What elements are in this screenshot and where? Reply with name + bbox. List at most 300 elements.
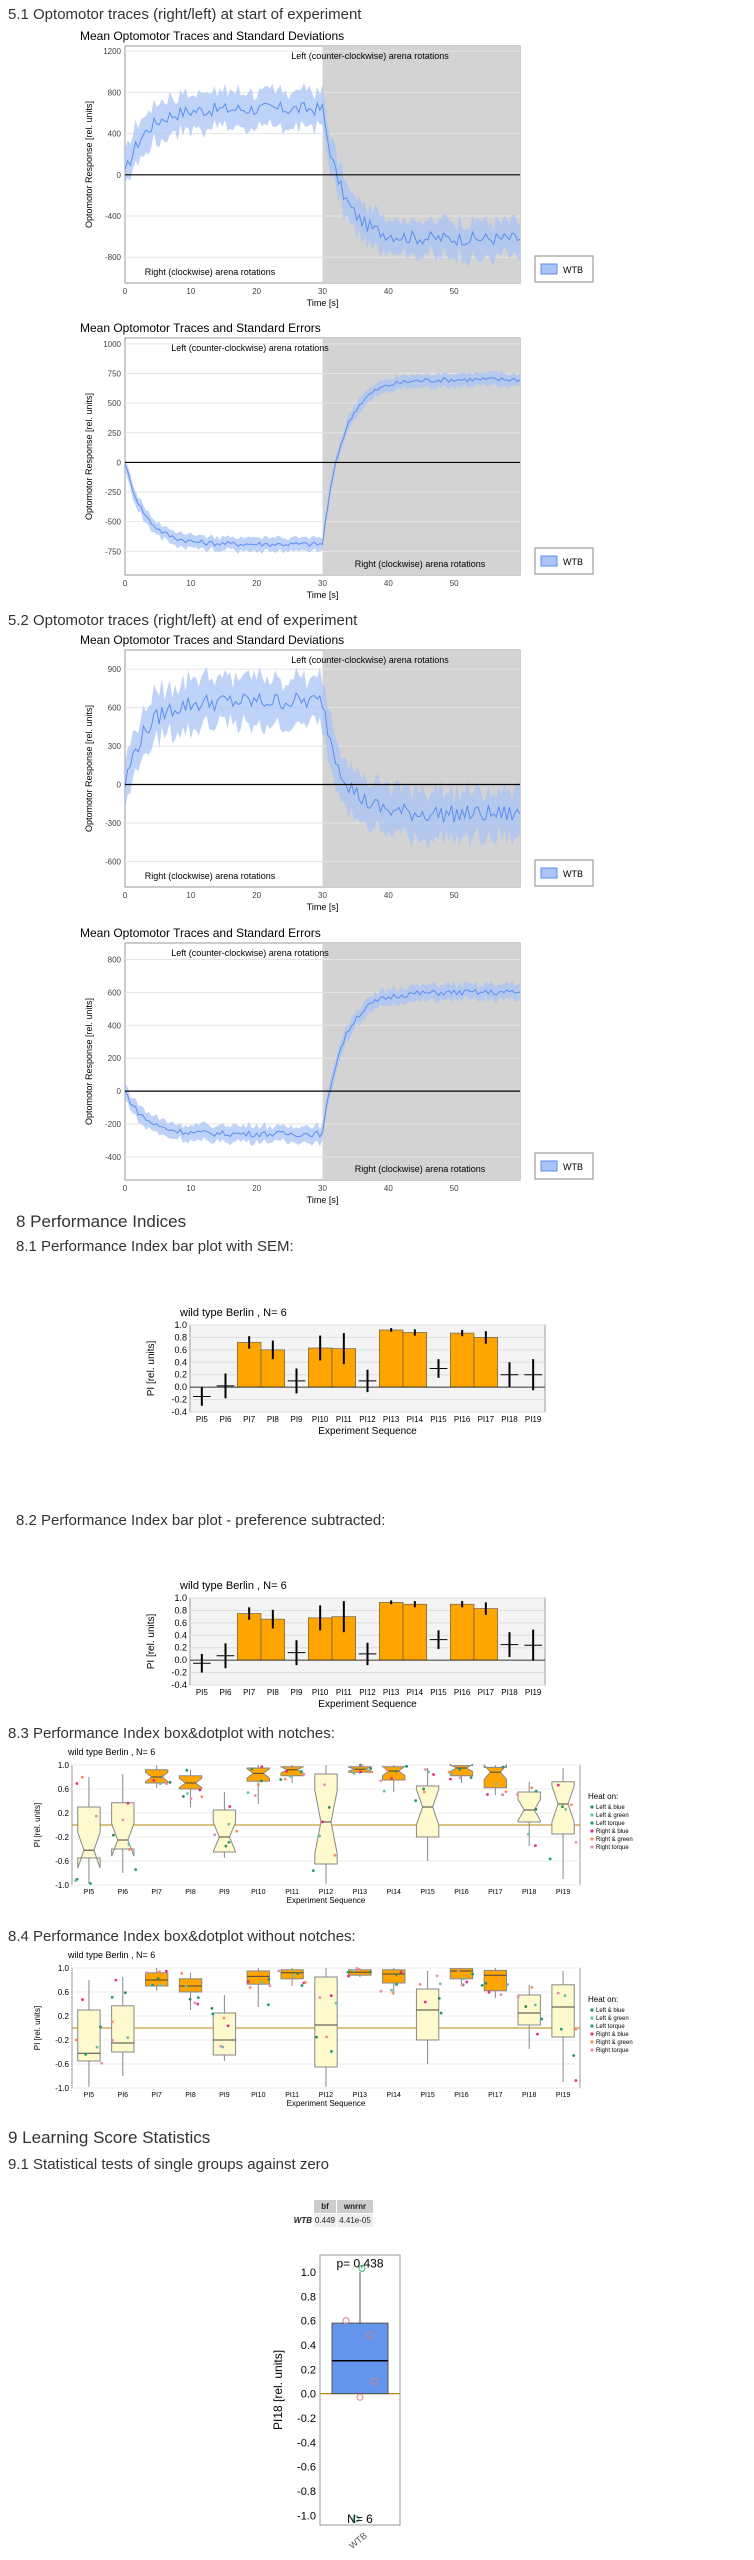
x-tick-label: PI8 [185, 1889, 196, 1896]
y-tick-label: -400 [104, 1152, 121, 1162]
data-dot [356, 1967, 359, 1970]
x-tick-label: 40 [383, 891, 393, 900]
trace-title: Mean Optomotor Traces and Standard Deviations [80, 633, 345, 647]
notched-box [450, 1764, 472, 1775]
data-dot [370, 1771, 373, 1774]
left-rotation-label: Left (counter-clockwise) arena rotations [291, 51, 449, 61]
x-tick-label: PI15 [420, 2092, 435, 2099]
data-dot [361, 1764, 364, 1767]
right-rotation-label: Right (clockwise) arena rotations [354, 559, 486, 569]
pi18-single-group-boxplot [270, 2245, 430, 2550]
y-tick-label: -0.4 [297, 2437, 316, 2450]
legend-dot [590, 1837, 593, 1840]
legend-label: WTB [563, 869, 583, 879]
legend-dot [590, 2016, 593, 2019]
x-tick-label: PI6 [219, 1688, 232, 1697]
x-tick-label: PI17 [488, 1889, 503, 1896]
data-dot [165, 1970, 168, 1973]
x-tick-label: 10 [186, 579, 196, 588]
data-dot [318, 1996, 321, 1999]
data-dot [385, 1768, 388, 1771]
data-dot [369, 1767, 372, 1770]
x-tick-label: 30 [318, 579, 327, 588]
y-axis-label: Optomotor Response [rel. units] [84, 100, 94, 229]
data-dot [89, 1882, 92, 1885]
data-dot [524, 2005, 527, 2008]
data-dot [303, 1773, 306, 1776]
x-tick-label: PI11 [335, 1688, 352, 1697]
x-tick-label: 10 [186, 1184, 196, 1193]
data-dot [100, 2062, 103, 2065]
pi-boxplot-plain [10, 1948, 633, 2108]
data-dot [95, 1815, 98, 1818]
x-tick-label: PI5 [195, 1688, 208, 1697]
data-dot [211, 2013, 214, 2016]
legend-dot [590, 1829, 593, 1832]
data-dot [180, 1972, 183, 1975]
legend-dot [590, 1845, 593, 1848]
data-dot [557, 1784, 560, 1787]
x-tick-label: 20 [252, 1184, 262, 1193]
data-dot [347, 1975, 350, 1978]
y-tick-label: 0.6 [300, 2315, 316, 2328]
data-dot [84, 2053, 87, 2056]
data-dot [96, 2046, 99, 2049]
data-dot [182, 1795, 185, 1798]
data-dot [165, 1782, 168, 1785]
y-tick-label: -600 [104, 857, 121, 867]
data-dot [405, 1765, 408, 1768]
y-tick-label: 0.4 [174, 1357, 187, 1368]
left-rotation-label: Left (counter-clockwise) arena rotations [171, 948, 329, 958]
data-dot [427, 1770, 430, 1773]
data-dot [485, 1982, 488, 1985]
section-8-3-heading: 8.3 Performance Index box&dotplot with notches: [8, 1725, 335, 1742]
pi-boxplot-notched [10, 1745, 633, 1905]
box-plot-title: wild type Berlin , N= 6 [68, 1747, 156, 1757]
x-tick-label: PI15 [420, 1889, 435, 1896]
y-tick-label: -500 [104, 517, 121, 527]
x-tick-label: PI19 [524, 1415, 542, 1424]
y-tick-label: -250 [104, 488, 121, 498]
data-dot [423, 1791, 426, 1794]
legend-item-label: Left torque [596, 1821, 625, 1827]
data-dot [564, 1808, 567, 1811]
data-dot [300, 1770, 303, 1773]
data-dot [285, 1770, 288, 1773]
data-dot [465, 1981, 468, 1984]
y-tick-label: -0.2 [297, 2412, 316, 2425]
y-tick-label: 1200 [103, 47, 121, 57]
data-dot [158, 1970, 161, 1973]
legend-item-label: Right & blue [596, 1829, 629, 1835]
box [518, 1995, 540, 2025]
y-tick-label: -400 [104, 212, 121, 222]
data-dot [162, 1776, 165, 1779]
stats-bf-value: 0.449 [314, 2216, 336, 2225]
data-dot [200, 1795, 203, 1798]
data-dot [414, 1799, 417, 1802]
legend-dot [590, 2008, 593, 2011]
legend-dot [590, 1805, 593, 1808]
data-dot [330, 1994, 333, 1997]
data-dot [111, 2039, 114, 2042]
x-tick-label: PI15 [430, 1688, 447, 1697]
data-dot [267, 1978, 270, 1981]
y-tick-label: 0 [116, 1087, 121, 1097]
x-tick-label: PI11 [335, 1415, 352, 1424]
legend-item-label: Right torque [596, 1845, 629, 1851]
data-dot [325, 2035, 328, 2038]
data-dot [390, 1777, 393, 1780]
box-plot-title: wild type Berlin , N= 6 [68, 1950, 156, 1960]
y-axis-label: Optomotor Response [rel. units] [84, 997, 94, 1126]
x-axis-label: Time [s] [306, 1195, 339, 1205]
y-axis-label: PI [rel. units] [146, 1340, 157, 1397]
data-dot [359, 1770, 362, 1773]
x-tick-label: PI12 [318, 1889, 334, 1896]
x-tick-label: PI9 [290, 1688, 303, 1697]
y-tick-label: -0.6 [297, 2461, 316, 2474]
data-dot [81, 1776, 84, 1779]
stats-table [290, 2200, 373, 2227]
box [247, 1971, 269, 1984]
x-tick-label: PI12 [359, 1415, 376, 1424]
y-axis-label: PI18 [rel. units] [271, 2349, 285, 2431]
x-axis-label: Time [s] [306, 298, 339, 308]
data-dot [81, 1998, 84, 2001]
x-tick-label: 50 [449, 287, 459, 296]
x-tick-label: 10 [186, 287, 196, 296]
x-tick-label: PI9 [219, 2092, 230, 2099]
x-tick-label: PI12 [359, 1688, 376, 1697]
y-tick-label: -0.4 [171, 1407, 187, 1417]
y-tick-label: -0.6 [55, 2060, 69, 2069]
x-tick-label: PI17 [477, 1688, 495, 1697]
y-axis-label: PI [rel. units] [146, 1613, 157, 1670]
y-tick-label: 0.2 [57, 2012, 69, 2021]
y-tick-label: 800 [107, 88, 121, 98]
data-dot [76, 1782, 79, 1785]
left-rotation-label: Left (counter-clockwise) arena rotations [171, 343, 329, 353]
x-tick-label: PI13 [382, 1415, 400, 1424]
box [112, 2006, 134, 2052]
section-8-4-heading: 8.4 Performance Index box&dotplot without notches: [8, 1928, 356, 1945]
x-tick-label: PI18 [501, 1688, 518, 1697]
x-tick-label: 0 [122, 287, 128, 296]
notched-box [213, 1810, 235, 1852]
data-dot [347, 1971, 350, 1974]
y-tick-label: -0.2 [171, 1667, 187, 1678]
left-rotation-shade [323, 943, 521, 1180]
data-dot [267, 2003, 270, 2006]
x-tick-label: WTB [347, 2530, 369, 2551]
x-axis-label: Experiment Sequence [318, 1699, 417, 1710]
data-dot [134, 1868, 137, 1871]
x-tick-label: 10 [186, 891, 196, 900]
legend-item-label: Right & green [596, 1837, 633, 1843]
legend-swatch [541, 556, 557, 566]
x-tick-label: PI8 [185, 2092, 196, 2099]
x-tick-label: 30 [318, 1184, 327, 1193]
y-tick-label: 0.6 [174, 1344, 187, 1355]
x-tick-label: PI6 [117, 2092, 129, 2099]
data-dot [439, 1982, 442, 1985]
x-tick-label: PI13 [382, 1688, 400, 1697]
data-dot [260, 1765, 263, 1768]
legend-item-label: Right & green [596, 2040, 633, 2046]
y-tick-label: 0.2 [300, 2364, 316, 2377]
pi-bar [379, 1602, 403, 1660]
x-tick-label: PI7 [243, 1688, 256, 1697]
data-dot [534, 1844, 537, 1847]
data-dot [352, 1969, 355, 1972]
box [332, 2323, 388, 2394]
y-tick-label: 0.8 [300, 2291, 316, 2304]
y-tick-label: 0.8 [174, 1605, 187, 1616]
data-dot [75, 2038, 78, 2041]
data-dot [488, 1991, 491, 1994]
y-tick-label: 0.6 [57, 1785, 69, 1794]
data-dot [574, 2079, 577, 2082]
data-dot [424, 1768, 427, 1771]
data-dot [458, 1768, 461, 1771]
data-dot [497, 1978, 500, 1981]
data-dot [196, 2003, 199, 2006]
data-dot [575, 2028, 578, 2031]
legend-dot [590, 2040, 593, 2043]
y-tick-label: -800 [104, 253, 121, 263]
y-tick-label: 0.4 [300, 2340, 316, 2352]
data-dot [213, 1833, 216, 1836]
data-dot [279, 1778, 282, 1781]
legend-dot [590, 2032, 593, 2035]
y-tick-label: -0.2 [55, 1833, 69, 1842]
x-tick-label: PI16 [454, 2092, 469, 2099]
y-tick-label: 0.2 [174, 1369, 187, 1380]
data-dot [424, 2001, 427, 2004]
x-tick-label: 50 [449, 1184, 459, 1193]
data-dot [127, 1843, 130, 1846]
data-dot [159, 1984, 162, 1987]
left-rotation-label: Left (counter-clockwise) arena rotations [291, 655, 449, 665]
trace-plot-4 [80, 925, 600, 1215]
y-axis-label: Optomotor Response [rel. units] [84, 704, 94, 833]
section-8-2-heading: 8.2 Performance Index bar plot - preference subtracted: [16, 1512, 386, 1529]
y-tick-label: 0.4 [174, 1630, 187, 1641]
box [552, 1985, 574, 2037]
data-dot [448, 1771, 451, 1774]
data-dot [462, 1977, 465, 1980]
x-axis-label: Experiment Sequence [286, 2099, 366, 2108]
p-value-label: p= 0.438 [336, 2256, 384, 2271]
y-tick-label: 300 [107, 742, 121, 752]
y-axis-label: PI [rel. units] [33, 1802, 42, 1848]
data-dot [197, 1996, 200, 1999]
x-tick-label: PI19 [555, 1889, 571, 1896]
data-dot [323, 1783, 326, 1786]
x-tick-label: PI6 [219, 1415, 232, 1424]
data-dot [379, 1779, 382, 1782]
data-dot [438, 1997, 441, 2000]
y-tick-label: 1.0 [300, 2267, 316, 2280]
x-tick-label: PI12 [318, 2092, 334, 2099]
x-tick-label: PI17 [488, 2092, 503, 2099]
data-dot [536, 2033, 539, 2036]
x-tick-label: 30 [318, 287, 327, 296]
data-dot [254, 1794, 257, 1797]
y-tick-label: 1.0 [174, 1320, 187, 1330]
x-axis-label: Time [s] [306, 590, 339, 600]
x-tick-label: PI18 [521, 1889, 537, 1896]
trace-title: Mean Optomotor Traces and Standard Errors [80, 926, 321, 940]
trace-title: Mean Optomotor Traces and Standard Errors [80, 321, 321, 335]
x-tick-label: PI5 [83, 1889, 95, 1896]
data-dot [501, 1793, 504, 1796]
data-dot [111, 1996, 114, 1999]
data-dot [190, 1797, 193, 1800]
legend-label: WTB [563, 265, 583, 275]
x-tick-label: PI16 [454, 1889, 469, 1896]
y-tick-label: -300 [104, 818, 121, 828]
y-tick-label: 250 [107, 428, 121, 438]
x-tick-label: PI19 [555, 2092, 571, 2099]
box [145, 1973, 167, 1986]
y-tick-label: -0.2 [55, 2036, 69, 2045]
data-dot [517, 1996, 520, 1999]
pi-bar [403, 1604, 427, 1660]
x-tick-label: PI10 [251, 2092, 266, 2099]
data-dot [540, 2018, 543, 2021]
data-dot [353, 1772, 356, 1775]
legend-dot [590, 1821, 593, 1824]
x-tick-label: PI14 [386, 1889, 401, 1896]
data-dot [111, 2020, 114, 2023]
data-dot [459, 1776, 462, 1779]
y-tick-label: 1.0 [57, 1964, 69, 1973]
legend-item-label: Right torque [596, 2048, 629, 2054]
x-axis-label: Time [s] [306, 902, 339, 912]
legend-title: Heat on: [588, 1792, 619, 1801]
data-dot [304, 1981, 307, 1984]
stats-header-bf: bf [314, 2200, 336, 2213]
x-tick-label: PI11 [285, 1889, 300, 1896]
data-dot [471, 1973, 474, 1976]
data-dot [127, 1802, 130, 1805]
section-8-heading: 8 Performance Indices [16, 1212, 187, 1231]
y-tick-label: -0.2 [171, 1394, 187, 1405]
data-dot [395, 1973, 398, 1976]
legend-item-label: Left & green [596, 2016, 629, 2022]
y-tick-label: 400 [107, 129, 121, 139]
bar-plot-title: wild type Berlin , N= 6 [180, 1307, 287, 1319]
x-tick-label: 0 [122, 891, 128, 900]
data-dot [318, 1835, 321, 1838]
data-dot [419, 1983, 422, 1986]
data-dot [527, 1833, 530, 1836]
data-dot [502, 1766, 505, 1769]
data-dot [145, 1971, 148, 1974]
legend-dot [590, 1813, 593, 1816]
y-tick-label: 0.8 [174, 1332, 187, 1343]
right-rotation-label: Right (clockwise) arena rotations [144, 267, 276, 277]
y-axis-label: Optomotor Response [rel. units] [84, 392, 94, 521]
data-dot [495, 1783, 498, 1786]
data-dot [151, 1984, 154, 1987]
y-tick-label: 600 [107, 988, 121, 998]
box [179, 1979, 201, 1992]
data-dot [227, 2024, 230, 2027]
pi-bar [237, 1342, 261, 1387]
data-dot [549, 1858, 552, 1861]
y-tick-label: 0.2 [57, 1809, 69, 1818]
data-dot [535, 1808, 538, 1811]
y-tick-label: 600 [107, 703, 121, 713]
data-dot [380, 1990, 383, 1993]
data-dot [260, 1981, 263, 1984]
pi-bar [450, 1604, 474, 1660]
x-tick-label: PI13 [352, 1889, 368, 1896]
section-5-1-heading: 5.1 Optomotor traces (right/left) at start of experiment [8, 6, 362, 23]
data-dot [227, 1823, 230, 1826]
stats-wnrnr-value: 4.41e-05 [337, 2214, 373, 2227]
data-dot [185, 1769, 188, 1772]
legend-dot [590, 2024, 593, 2027]
x-tick-label: 20 [252, 579, 262, 588]
legend-label: WTB [563, 1162, 583, 1172]
x-tick-label: PI5 [195, 1415, 208, 1424]
legend-label: WTB [563, 557, 583, 567]
y-tick-label: 0 [116, 170, 121, 180]
y-axis-label: PI [rel. units] [33, 2005, 42, 2051]
x-tick-label: PI18 [521, 2092, 537, 2099]
x-tick-label: 20 [252, 891, 262, 900]
data-dot [564, 1994, 567, 1997]
x-axis-label: Experiment Sequence [286, 1896, 366, 1905]
y-tick-label: 0.6 [174, 1617, 187, 1628]
data-dot [219, 2045, 222, 2048]
data-dot [575, 1841, 578, 1844]
y-tick-label: 0.6 [57, 1988, 69, 1997]
data-dot [128, 1848, 131, 1851]
data-dot [321, 1820, 324, 1823]
pi-bar [237, 1614, 261, 1661]
data-dot [249, 1986, 252, 1989]
trace-plot-1 [80, 28, 600, 318]
y-tick-label: 0.0 [174, 1655, 187, 1666]
data-dot [432, 1773, 435, 1776]
x-tick-label: PI9 [219, 1889, 230, 1896]
data-dot [530, 1786, 533, 1789]
data-dot [235, 1830, 238, 1833]
bar-plot-title: wild type Berlin , N= 6 [180, 1580, 287, 1592]
data-dot [193, 2001, 196, 2004]
x-tick-label: 20 [252, 287, 262, 296]
legend-dot [590, 2048, 593, 2051]
data-dot [296, 1972, 299, 1975]
data-dot [185, 1985, 188, 1988]
x-tick-label: PI14 [386, 2092, 401, 2099]
data-dot [186, 1792, 189, 1795]
pi-bar [403, 1332, 427, 1387]
trace-plot-2 [80, 320, 600, 610]
data-dot [301, 1984, 304, 1987]
section-8-1-heading: 8.1 Performance Index bar plot with SEM: [16, 1238, 294, 1255]
data-dot [534, 2003, 537, 2006]
data-dot [390, 1989, 393, 1992]
data-dot [228, 1805, 231, 1808]
data-dot [292, 1974, 295, 1977]
